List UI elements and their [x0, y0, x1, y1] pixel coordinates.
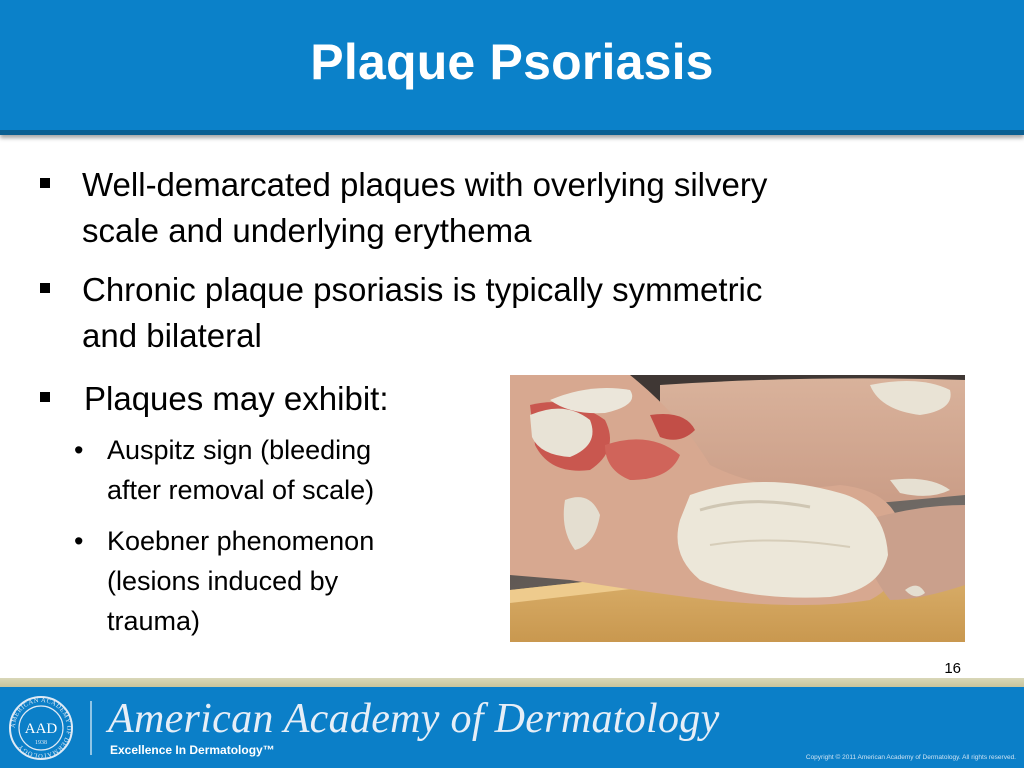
org-name: American Academy of Dermatology	[108, 696, 720, 742]
tagline: Excellence In Dermatology™	[110, 743, 275, 757]
psoriasis-photo	[510, 375, 965, 642]
sub-bullet-line: (lesions induced by	[107, 566, 339, 596]
sub-bullet-line: Auspitz sign (bleeding	[107, 435, 372, 465]
dot-bullet-icon: •	[74, 526, 84, 556]
footer-divider	[90, 701, 92, 755]
footer-bar	[0, 687, 1024, 768]
sub-bullet-line: trauma)	[107, 606, 201, 636]
bullet-line: Chronic plaque psoriasis is typically symmetric	[82, 271, 763, 308]
dot-bullet-icon: •	[74, 435, 84, 465]
sub-bullet-line: Koebner phenomenon	[107, 526, 375, 556]
square-bullet-icon	[40, 283, 50, 293]
copyright-text: Copyright © 2011 American Academy of Dermatology. All rights reserved.	[805, 754, 1016, 761]
svg-text:AMERICAN ACADEMY OF DERMATOLOG: AMERICAN ACADEMY OF DERMATOLOGY	[9, 696, 73, 760]
sub-bullet-line: after removal of scale)	[107, 475, 375, 505]
svg-text:1938: 1938	[35, 740, 47, 746]
slide-title: Plaque Psoriasis	[310, 34, 714, 90]
bullet-line: Plaques may exhibit:	[84, 380, 389, 417]
svg-text:AAD: AAD	[24, 721, 58, 737]
footer-stripe	[0, 678, 1024, 687]
bullet-line: Well-demarcated plaques with overlying silvery	[82, 166, 768, 203]
square-bullet-icon	[40, 178, 50, 188]
slide-number: 16	[944, 660, 961, 677]
bullet-line: scale and underlying erythema	[82, 212, 532, 249]
aad-seal-logo	[8, 695, 74, 761]
bullet-line: and bilateral	[82, 317, 262, 354]
square-bullet-icon	[40, 392, 50, 402]
